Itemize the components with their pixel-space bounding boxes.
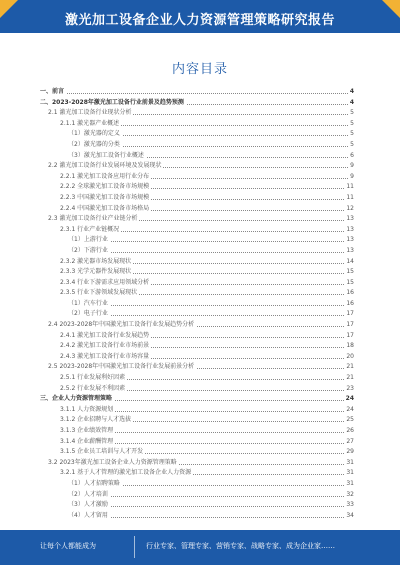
toc-entry-label: 2.4.1 激光加工设备行业发展趋势 — [60, 331, 151, 342]
toc-entry-label: 2.2.1 激光加工设备应用行业分布 — [60, 172, 151, 183]
toc-entry-page: 27 — [344, 437, 354, 448]
toc-entry[interactable] — [40, 384, 354, 395]
toc-entry[interactable] — [40, 500, 354, 511]
toc-entry-label: 3.1.2 企业招聘与人才选拔 — [60, 415, 133, 426]
toc-entry-page: 13 — [344, 246, 354, 257]
toc-entry-label: 2.3.4 行业下游需求应用领域分析 — [60, 278, 151, 289]
report-title: 激光加工设备企业人力资源管理策略研究报告 — [64, 13, 335, 28]
toc-entry[interactable] — [40, 458, 354, 469]
header-corner-decoration — [382, 0, 400, 18]
page-header — [0, 0, 400, 33]
toc-entry[interactable] — [40, 172, 354, 183]
toc-entry-page: 4 — [348, 87, 354, 98]
toc-entry-label: （2）人才培训 — [68, 490, 110, 501]
toc-entry-page: 33 — [344, 500, 354, 511]
toc-entry-page: 11 — [344, 182, 354, 193]
toc-entry[interactable] — [40, 373, 354, 384]
toc-entry-label: 2.4.2 激光加工设备行业市场前景 — [60, 341, 151, 352]
toc-entry-label: （1）汽车行业 — [68, 299, 110, 310]
toc-entry-label: 2.4.3 激光加工设备行业市场容量 — [60, 352, 151, 363]
toc-entry[interactable] — [40, 108, 354, 119]
toc-entry-page: 32 — [344, 490, 354, 501]
toc-entry[interactable] — [40, 267, 354, 278]
toc-heading: 内容目录 — [171, 62, 228, 77]
toc-entry-label: （3）人才激励 — [68, 500, 110, 511]
toc-entry-page: 5 — [348, 119, 354, 130]
toc-entry-label: 一、前言 — [40, 87, 66, 98]
toc-entry-label: 2.3.1 行业产业链概况 — [60, 225, 121, 236]
toc-entry[interactable] — [40, 394, 354, 405]
toc-entry[interactable] — [40, 193, 354, 204]
toc-entry-page: 11 — [344, 193, 354, 204]
toc-entry[interactable] — [40, 299, 354, 310]
toc-entry[interactable] — [40, 362, 354, 373]
toc-entry-label: 3.2 2023年激光加工设备企业人力资源管理策略 — [48, 458, 179, 469]
table-of-contents — [40, 87, 354, 521]
toc-entry[interactable] — [40, 225, 354, 236]
toc-entry-page: 13 — [344, 225, 354, 236]
toc-entry[interactable] — [40, 405, 354, 416]
toc-entry[interactable] — [40, 182, 354, 193]
toc-entry[interactable] — [40, 320, 354, 331]
toc-entry-page: 9 — [348, 172, 354, 183]
toc-entry-page: 23 — [344, 384, 354, 395]
toc-entry[interactable] — [40, 511, 354, 522]
toc-entry[interactable] — [40, 288, 354, 299]
toc-entry[interactable] — [40, 437, 354, 448]
toc-entry[interactable] — [40, 87, 354, 98]
toc-entry[interactable] — [40, 246, 354, 257]
toc-entry-page: 13 — [344, 235, 354, 246]
toc-entry-label: 3.1.3 企业绩效管理 — [60, 426, 115, 437]
toc-entry-label: （2）下游行业 — [68, 246, 110, 257]
toc-entry-label: 2.3.2 激光器市场发展现状 — [60, 257, 133, 268]
toc-entry-page: 34 — [344, 511, 354, 522]
footer-divider — [134, 536, 135, 558]
page-footer — [0, 530, 400, 565]
toc-entry-page: 5 — [348, 129, 354, 140]
toc-entry-page: 17 — [344, 309, 354, 320]
footer-slogan-right: 行业专家、管理专家、营销专家、战略专家、成为企业家…… — [146, 542, 335, 550]
toc-entry-label: （2）激光器的分类 — [68, 140, 122, 151]
toc-entry-page: 15 — [344, 267, 354, 278]
toc-entry-page: 18 — [344, 341, 354, 352]
toc-entry-page: 31 — [344, 479, 354, 490]
toc-dot-leader — [68, 252, 354, 253]
toc-entry-page: 26 — [344, 426, 354, 437]
toc-dot-leader — [40, 93, 354, 94]
toc-dot-leader — [68, 506, 354, 507]
toc-entry-label: 2.2.3 中国激光加工设备市场规模 — [60, 193, 151, 204]
toc-entry[interactable] — [40, 479, 354, 490]
toc-entry-page: 12 — [344, 204, 354, 215]
toc-entry-page: 16 — [344, 299, 354, 310]
toc-entry-page: 5 — [348, 140, 354, 151]
toc-entry-label: 2.2.2 全球激光加工设备市场规模 — [60, 182, 151, 193]
toc-entry-label: 2.5.1 行业发展利好因素 — [60, 373, 127, 384]
toc-entry[interactable] — [40, 161, 354, 172]
toc-entry[interactable] — [40, 257, 354, 268]
toc-entry[interactable] — [40, 278, 354, 289]
toc-entry-label: 3.1.5 企业员工培训与人才开发 — [60, 447, 145, 458]
toc-entry-page: 24 — [344, 405, 354, 416]
toc-dot-leader — [68, 315, 354, 316]
toc-entry[interactable] — [40, 98, 354, 109]
toc-entry[interactable] — [40, 331, 354, 342]
toc-entry-page: 4 — [348, 98, 354, 109]
footer-slogan-left: 让每个人都能成为 — [40, 542, 96, 550]
toc-entry-label: 2.3 激光加工设备行业产业链分析 — [48, 214, 139, 225]
toc-entry-label: 三、企业人力资源管理策略 — [40, 394, 114, 405]
toc-entry[interactable] — [40, 426, 354, 437]
toc-entry-page: 17 — [344, 320, 354, 331]
toc-entry-label: 二、2023-2028年激光加工设备行业前景及趋势预测 — [40, 98, 186, 109]
toc-entry[interactable] — [40, 415, 354, 426]
toc-entry-page: 13 — [344, 214, 354, 225]
toc-entry-label: （2）电子行业 — [68, 309, 110, 320]
toc-entry[interactable] — [40, 129, 354, 140]
toc-entry-page: 6 — [348, 151, 354, 162]
toc-entry[interactable] — [40, 214, 354, 225]
toc-entry-label: 2.3.5 行业下游领域发展现状 — [60, 288, 139, 299]
toc-entry[interactable] — [40, 447, 354, 458]
toc-entry-page: 24 — [344, 394, 354, 405]
toc-entry-page: 29 — [344, 447, 354, 458]
toc-entry-label: 3.1.1 人力资源规划 — [60, 405, 115, 416]
toc-entry-label: 3.1.4 企业薪酬管理 — [60, 437, 115, 448]
toc-entry[interactable] — [40, 151, 354, 162]
toc-entry-page: 25 — [344, 415, 354, 426]
toc-entry[interactable] — [40, 140, 354, 151]
toc-entry-label: 2.1.1 激光器产业概述 — [60, 119, 121, 130]
toc-entry-label: 2.2 激光加工设备行业发展环境及发展现状 — [48, 161, 163, 172]
toc-entry-page: 21 — [344, 373, 354, 384]
toc-entry[interactable] — [40, 119, 354, 130]
toc-entry-label: （4）人才留用 — [68, 511, 110, 522]
toc-dot-leader — [68, 496, 354, 497]
toc-entry-label: （1）激光器的定义 — [68, 129, 122, 140]
toc-entry-page: 21 — [344, 362, 354, 373]
toc-entry-page: 17 — [344, 331, 354, 342]
toc-entry-page: 20 — [344, 352, 354, 363]
toc-entry-page: 16 — [344, 288, 354, 299]
toc-entry-page: 9 — [348, 161, 354, 172]
toc-entry-label: 3.2.1 基于人才管理的激光加工设备企业人力资源 — [60, 468, 193, 479]
toc-entry-label: 2.1 激光加工设备行业现状分析 — [48, 108, 133, 119]
toc-entry-page: 31 — [344, 468, 354, 479]
toc-entry[interactable] — [40, 352, 354, 363]
toc-dot-leader — [68, 517, 354, 518]
toc-dot-leader — [68, 241, 354, 242]
toc-entry-label: 2.3.3 光学元器件发展现状 — [60, 267, 133, 278]
toc-dot-leader — [68, 305, 354, 306]
toc-entry-page: 15 — [344, 278, 354, 289]
toc-entry-label: （1）上游行业 — [68, 235, 110, 246]
toc-entry-page: 14 — [344, 257, 354, 268]
toc-entry-label: （1）人才招聘策略 — [68, 479, 122, 490]
toc-entry[interactable] — [40, 204, 354, 215]
toc-entry-label: 2.2.4 中国激光加工设备市场格局 — [60, 204, 151, 215]
toc-entry[interactable] — [40, 490, 354, 501]
toc-entry-label: 2.5.2 行业发展不利因素 — [60, 384, 127, 395]
toc-entry-label: 2.5 2023-2028年中国激光加工设备行业发展前景分析 — [48, 362, 196, 373]
toc-entry[interactable] — [40, 309, 354, 320]
toc-entry-page: 5 — [348, 108, 354, 119]
toc-entry[interactable] — [40, 341, 354, 352]
toc-entry-page: 31 — [344, 458, 354, 469]
toc-entry[interactable] — [40, 468, 354, 479]
toc-entry-label: 2.4 2023-2028年中国激光加工设备行业发展趋势分析 — [48, 320, 196, 331]
toc-entry-label: （3）激光加工设备行业概述 — [68, 151, 146, 162]
toc-entry[interactable] — [40, 235, 354, 246]
